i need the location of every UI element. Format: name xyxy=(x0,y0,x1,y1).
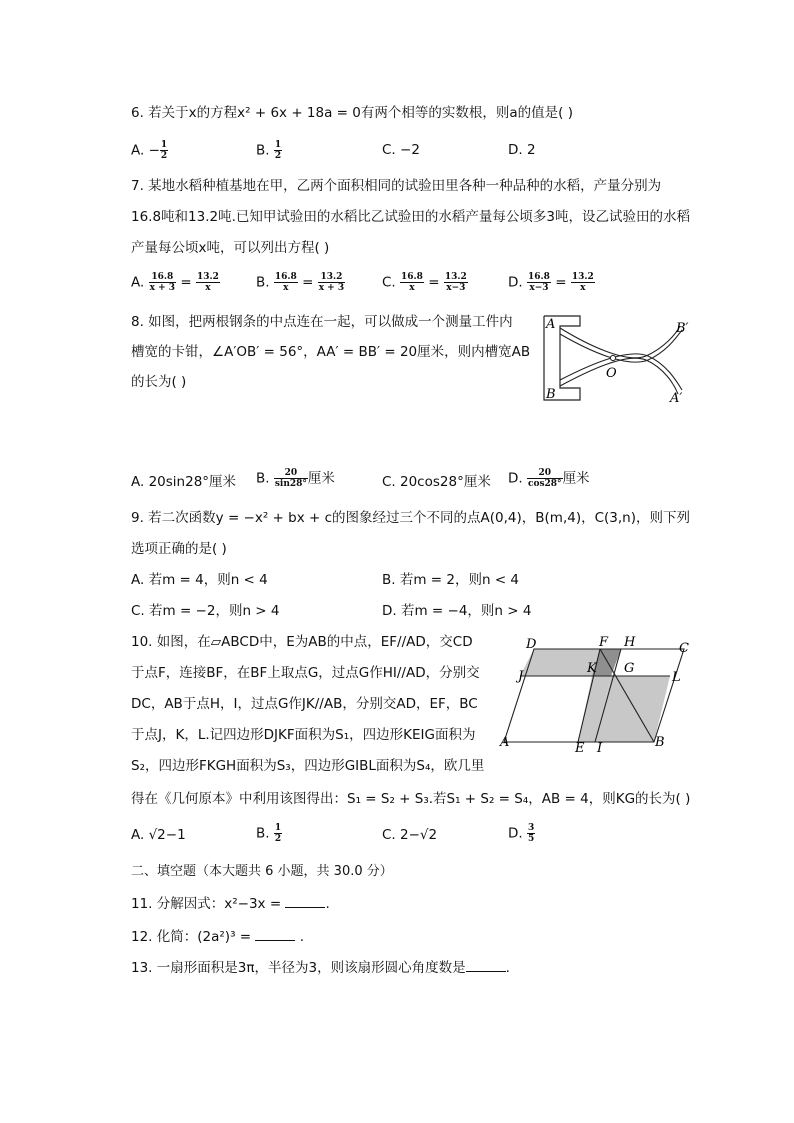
q6-option-b: B. $\frac{1}{2}$ xyxy=(256,140,282,161)
q10-line-2: 于点F，连接BF，在BF上取点G，过点G作HI//AD，分别交 xyxy=(131,665,480,681)
q10-line-1: 10. 如图，在▱ABCD中，E为AB的中点，EF//AD，交CD xyxy=(131,634,473,650)
q8-option-b: B. $\frac{20}{\sin 28^\circ}$ 厘米 xyxy=(256,468,335,489)
label-B-prime: B′ xyxy=(676,321,689,336)
label-B: B xyxy=(655,735,665,750)
fraction: $\frac{1}{2}$ xyxy=(160,140,168,161)
q8-option-a: A. 20sin28°厘米 xyxy=(131,474,237,490)
q8-option-d: D. $\frac{20}{\cos 28^\circ}$ 厘米 xyxy=(508,468,590,489)
q7-option-c: C. $\frac{16.8}{x}$ = $\frac{13.2}{x-3}$ xyxy=(382,272,467,293)
label-I: I xyxy=(597,741,603,754)
label-C: C xyxy=(679,641,689,656)
label-L: L xyxy=(672,670,681,685)
q9-option-b: B. 若m = 2，则n < 4 xyxy=(382,572,520,588)
q12: 12. 化简：(2a²)³ = . xyxy=(131,926,304,947)
q9-line-1: 9. 若二次函数y = −x² + bx + c的图象经过三个不同的点A(0,4)，B(m,4)，C(3,n)，则下列 xyxy=(131,510,690,526)
label-J: J xyxy=(518,669,524,684)
label-H: H xyxy=(624,635,636,650)
q10-option-c: C. 2−√2 xyxy=(382,827,438,843)
q13: 13. 一扇形面积是3π，半径为3，则该扇形圆心角度数是 . xyxy=(131,957,510,978)
q7-option-a: A. $\frac{16.8}{x + 3}$ = $\frac{13.2}{x}$ xyxy=(131,272,219,293)
q9-option-a: A. 若m = 4，则n < 4 xyxy=(131,572,268,588)
caliper-figure xyxy=(536,312,706,408)
label-E: E xyxy=(575,741,585,754)
q6-option-c: C. −2 xyxy=(382,142,420,158)
q6-option-d: D. 2 xyxy=(508,142,536,158)
label-A: A xyxy=(546,317,556,332)
pivot-o xyxy=(610,355,615,360)
q11: 11. 分解因式：x²−3x = . xyxy=(131,893,330,914)
label-B: B xyxy=(546,387,556,402)
q10-option-d: D. $\frac{3}{5}$ xyxy=(508,823,535,844)
q10-line-4: 于点J，K，L.记四边形DJKF面积为S₁，四边形KEIG面积为 xyxy=(131,727,476,743)
q9-line-2: 选项正确的是( ) xyxy=(131,541,227,557)
arm-upper-b xyxy=(560,330,682,362)
q10-line-6: 得在《几何原本》中利用该图得出：S₁ = S₂ + S₃.若S₁ + S₂ = S₄，AB = 4，则KG的长为( ) xyxy=(131,791,691,807)
q6-stem: 6. 若关于x的方程x² + 6x + 18a = 0有两个相等的实数根，则a的值是( ) xyxy=(131,105,573,121)
label-A-prime: A′ xyxy=(670,391,683,406)
q6-option-a: A. − $\frac{1}{2}$ xyxy=(131,140,168,161)
answer-blank[interactable] xyxy=(255,926,295,941)
q10-line-3: DC，AB于点H，I，过点G作JK//AB，分别交AD，EF，BC xyxy=(131,696,478,712)
q10-line-5: S₂，四边形FKGH面积为S₃，四边形GIBL面积为S₄，欧几里 xyxy=(131,758,485,774)
section-heading: 二、填空题（本大题共 6 小题，共 30.0 分） xyxy=(131,864,393,879)
label-F: F xyxy=(599,635,609,650)
q7-line-1: 7. 某地水稻种植基地在甲，乙两个面积相同的试验田里各种一种品种的水稻，产量分别为 xyxy=(131,178,662,194)
q8-line-2: 槽宽的卡钳，∠A′OB′ = 56°，AA′ = BB′ = 20厘米，则内槽宽AB xyxy=(131,344,531,360)
q10-option-a: A. √2−1 xyxy=(131,827,186,843)
label-A: A xyxy=(500,735,510,750)
fraction: $\frac{1}{2}$ xyxy=(274,140,282,161)
q8-line-3: 的长为( ) xyxy=(131,374,187,390)
q8-option-c: C. 20cos28°厘米 xyxy=(382,474,491,490)
parallelogram-figure xyxy=(498,634,698,754)
q7-line-3: 产量每公顷x吨，可以列出方程( ) xyxy=(131,240,330,256)
label-D: D xyxy=(526,637,537,652)
q7-line-2: 16.8吨和13.2吨.已知甲试验田的水稻比乙试验田的水稻产量每公顷多3吨，设乙试验田的水稻 xyxy=(131,209,690,225)
answer-blank[interactable] xyxy=(285,893,325,908)
arm-upper-a xyxy=(560,326,680,358)
q7-option-b: B. $\frac{16.8}{x}$ = $\frac{13.2}{x + 3}$ xyxy=(256,272,345,293)
label-O: O xyxy=(606,366,617,381)
label-K: K xyxy=(587,661,597,676)
label-G: G xyxy=(624,661,635,676)
q9-option-d: D. 若m = −4，则n > 4 xyxy=(382,603,532,619)
q9-option-c: C. 若m = −2，则n > 4 xyxy=(131,603,280,619)
q7-option-d: D. $\frac{16.8}{x-3}$ = $\frac{13.2}{x}$ xyxy=(508,272,594,293)
q8-line-1: 8. 如图，把两根钢条的中点连在一起，可以做成一个测量工件内 xyxy=(131,314,513,330)
q10-option-b: B. $\frac{1}{2}$ xyxy=(256,823,282,844)
answer-blank[interactable] xyxy=(466,957,506,972)
